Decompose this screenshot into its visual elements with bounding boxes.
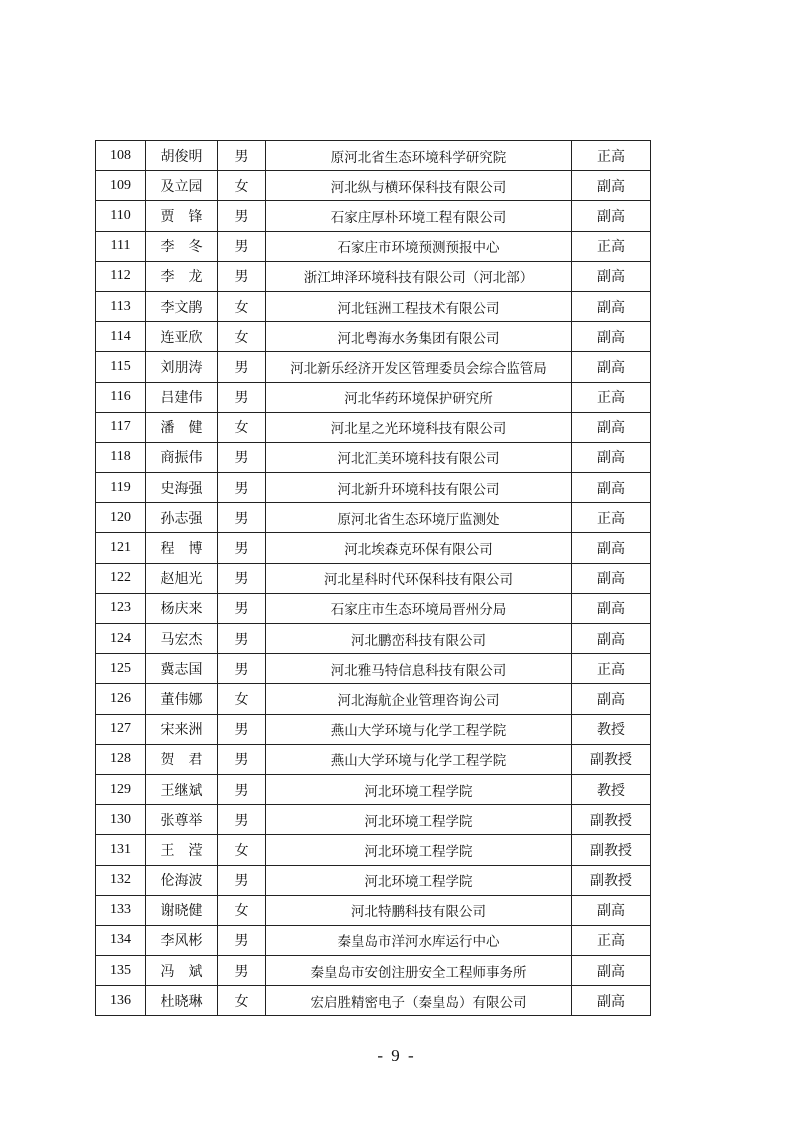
title-cell: 副高 xyxy=(572,201,651,231)
title-cell: 教授 xyxy=(572,714,651,744)
table-row xyxy=(96,382,651,412)
unit-cell: 河北环境工程学院 xyxy=(266,865,572,895)
row-number-cell: 115 xyxy=(96,352,146,382)
table-row xyxy=(96,141,651,171)
gender-cell: 女 xyxy=(218,171,266,201)
row-number-cell: 128 xyxy=(96,744,146,774)
row-number-cell: 112 xyxy=(96,261,146,291)
table-row xyxy=(96,473,651,503)
title-cell: 正高 xyxy=(572,503,651,533)
gender-cell: 女 xyxy=(218,835,266,865)
title-cell: 教授 xyxy=(572,774,651,804)
unit-cell: 河北纵与横环保科技有限公司 xyxy=(266,171,572,201)
name-cell: 赵旭光 xyxy=(146,563,218,593)
title-cell: 副高 xyxy=(572,442,651,472)
title-cell: 副教授 xyxy=(572,865,651,895)
name-cell: 商振伟 xyxy=(146,442,218,472)
unit-cell: 秦皇岛市洋河水库运行中心 xyxy=(266,925,572,955)
unit-cell: 河北星科时代环保科技有限公司 xyxy=(266,563,572,593)
unit-cell: 石家庄市环境预测预报中心 xyxy=(266,231,572,261)
gender-cell: 女 xyxy=(218,684,266,714)
title-cell: 正高 xyxy=(572,654,651,684)
gender-cell: 男 xyxy=(218,925,266,955)
name-cell: 王 滢 xyxy=(146,835,218,865)
gender-cell: 男 xyxy=(218,141,266,171)
row-number-cell: 122 xyxy=(96,563,146,593)
name-cell: 谢晓健 xyxy=(146,895,218,925)
row-number-cell: 111 xyxy=(96,231,146,261)
name-cell: 伦海波 xyxy=(146,865,218,895)
row-number-cell: 110 xyxy=(96,201,146,231)
row-number-cell: 117 xyxy=(96,412,146,442)
table-row xyxy=(96,774,651,804)
gender-cell: 男 xyxy=(218,442,266,472)
unit-cell: 河北星之光环境科技有限公司 xyxy=(266,412,572,442)
title-cell: 副高 xyxy=(572,171,651,201)
row-number-cell: 130 xyxy=(96,805,146,835)
gender-cell: 女 xyxy=(218,291,266,321)
title-cell: 副高 xyxy=(572,412,651,442)
row-number-cell: 135 xyxy=(96,956,146,986)
row-number-cell: 118 xyxy=(96,442,146,472)
row-number-cell: 134 xyxy=(96,925,146,955)
unit-cell: 原河北省生态环境科学研究院 xyxy=(266,141,572,171)
gender-cell: 男 xyxy=(218,382,266,412)
row-number-cell: 129 xyxy=(96,774,146,804)
table-row xyxy=(96,895,651,925)
table-row xyxy=(96,322,651,352)
row-number-cell: 108 xyxy=(96,141,146,171)
name-cell: 史海强 xyxy=(146,473,218,503)
name-cell: 胡俊明 xyxy=(146,141,218,171)
title-cell: 副高 xyxy=(572,291,651,321)
row-number-cell: 124 xyxy=(96,624,146,654)
unit-cell: 秦皇岛市安创注册安全工程师事务所 xyxy=(266,956,572,986)
gender-cell: 男 xyxy=(218,473,266,503)
unit-cell: 原河北省生态环境厅监测处 xyxy=(266,503,572,533)
table-row xyxy=(96,503,651,533)
gender-cell: 男 xyxy=(218,714,266,744)
gender-cell: 男 xyxy=(218,805,266,835)
gender-cell: 女 xyxy=(218,895,266,925)
title-cell: 正高 xyxy=(572,925,651,955)
table-row xyxy=(96,533,651,563)
row-number-cell: 119 xyxy=(96,473,146,503)
gender-cell: 男 xyxy=(218,593,266,623)
name-cell: 杨庆来 xyxy=(146,593,218,623)
gender-cell: 男 xyxy=(218,201,266,231)
unit-cell: 河北新升环境科技有限公司 xyxy=(266,473,572,503)
unit-cell: 浙江坤泽环境科技有限公司（河北部） xyxy=(266,261,572,291)
gender-cell: 女 xyxy=(218,322,266,352)
name-cell: 贾 锋 xyxy=(146,201,218,231)
row-number-cell: 120 xyxy=(96,503,146,533)
gender-cell: 男 xyxy=(218,352,266,382)
expert-roster-table xyxy=(95,140,651,1016)
title-cell: 副高 xyxy=(572,956,651,986)
title-cell: 副高 xyxy=(572,473,651,503)
gender-cell: 男 xyxy=(218,774,266,804)
gender-cell: 男 xyxy=(218,654,266,684)
table-row xyxy=(96,805,651,835)
unit-cell: 河北海航企业管理咨询公司 xyxy=(266,684,572,714)
unit-cell: 河北钰洲工程技术有限公司 xyxy=(266,291,572,321)
row-number-cell: 127 xyxy=(96,714,146,744)
name-cell: 孙志强 xyxy=(146,503,218,533)
row-number-cell: 109 xyxy=(96,171,146,201)
gender-cell: 男 xyxy=(218,624,266,654)
name-cell: 杜晓琳 xyxy=(146,986,218,1016)
name-cell: 董伟娜 xyxy=(146,684,218,714)
gender-cell: 男 xyxy=(218,231,266,261)
unit-cell: 河北华药环境保护研究所 xyxy=(266,382,572,412)
unit-cell: 河北雅马特信息科技有限公司 xyxy=(266,654,572,684)
unit-cell: 河北新乐经济开发区管理委员会综合监管局 xyxy=(266,352,572,382)
row-number-cell: 121 xyxy=(96,533,146,563)
row-number-cell: 123 xyxy=(96,593,146,623)
table-row xyxy=(96,563,651,593)
unit-cell: 河北汇美环境科技有限公司 xyxy=(266,442,572,472)
name-cell: 及立园 xyxy=(146,171,218,201)
table-row xyxy=(96,865,651,895)
name-cell: 李文鹃 xyxy=(146,291,218,321)
unit-cell: 宏启胜精密电子（秦皇岛）有限公司 xyxy=(266,986,572,1016)
title-cell: 副高 xyxy=(572,986,651,1016)
title-cell: 副高 xyxy=(572,624,651,654)
table-row xyxy=(96,835,651,865)
table-row xyxy=(96,291,651,321)
row-number-cell: 114 xyxy=(96,322,146,352)
unit-cell: 河北环境工程学院 xyxy=(266,774,572,804)
title-cell: 副教授 xyxy=(572,805,651,835)
name-cell: 冯 斌 xyxy=(146,956,218,986)
table-row xyxy=(96,624,651,654)
title-cell: 副教授 xyxy=(572,835,651,865)
unit-cell: 石家庄厚朴环境工程有限公司 xyxy=(266,201,572,231)
title-cell: 副高 xyxy=(572,563,651,593)
roster-table-body xyxy=(96,141,651,1016)
table-row xyxy=(96,412,651,442)
unit-cell: 河北埃森克环保有限公司 xyxy=(266,533,572,563)
name-cell: 贺 君 xyxy=(146,744,218,774)
name-cell: 刘朋涛 xyxy=(146,352,218,382)
gender-cell: 男 xyxy=(218,533,266,563)
gender-cell: 男 xyxy=(218,261,266,291)
row-number-cell: 125 xyxy=(96,654,146,684)
title-cell: 正高 xyxy=(572,382,651,412)
name-cell: 程 博 xyxy=(146,533,218,563)
row-number-cell: 136 xyxy=(96,986,146,1016)
row-number-cell: 126 xyxy=(96,684,146,714)
unit-cell: 燕山大学环境与化学工程学院 xyxy=(266,744,572,774)
row-number-cell: 132 xyxy=(96,865,146,895)
gender-cell: 女 xyxy=(218,412,266,442)
table-row xyxy=(96,684,651,714)
name-cell: 宋来洲 xyxy=(146,714,218,744)
table-row xyxy=(96,352,651,382)
name-cell: 冀志国 xyxy=(146,654,218,684)
title-cell: 副教授 xyxy=(572,744,651,774)
row-number-cell: 116 xyxy=(96,382,146,412)
gender-cell: 男 xyxy=(218,865,266,895)
gender-cell: 男 xyxy=(218,503,266,533)
table-row xyxy=(96,231,651,261)
table-row xyxy=(96,654,651,684)
table-row xyxy=(96,925,651,955)
table-row xyxy=(96,442,651,472)
name-cell: 潘 健 xyxy=(146,412,218,442)
name-cell: 李 冬 xyxy=(146,231,218,261)
name-cell: 王继斌 xyxy=(146,774,218,804)
name-cell: 张尊举 xyxy=(146,805,218,835)
row-number-cell: 133 xyxy=(96,895,146,925)
title-cell: 正高 xyxy=(572,231,651,261)
page-number: - 9 - xyxy=(377,1046,416,1065)
gender-cell: 男 xyxy=(218,563,266,593)
unit-cell: 河北特鹏科技有限公司 xyxy=(266,895,572,925)
table-row xyxy=(96,744,651,774)
name-cell: 连亚欣 xyxy=(146,322,218,352)
name-cell: 吕建伟 xyxy=(146,382,218,412)
row-number-cell: 113 xyxy=(96,291,146,321)
unit-cell: 河北鹏峦科技有限公司 xyxy=(266,624,572,654)
title-cell: 副高 xyxy=(572,593,651,623)
title-cell: 副高 xyxy=(572,261,651,291)
gender-cell: 男 xyxy=(218,956,266,986)
title-cell: 正高 xyxy=(572,141,651,171)
table-row xyxy=(96,956,651,986)
title-cell: 副高 xyxy=(572,684,651,714)
title-cell: 副高 xyxy=(572,322,651,352)
unit-cell: 石家庄市生态环境局晋州分局 xyxy=(266,593,572,623)
name-cell: 马宏杰 xyxy=(146,624,218,654)
table-row xyxy=(96,714,651,744)
unit-cell: 燕山大学环境与化学工程学院 xyxy=(266,714,572,744)
row-number-cell: 131 xyxy=(96,835,146,865)
unit-cell: 河北环境工程学院 xyxy=(266,805,572,835)
unit-cell: 河北粤海水务集团有限公司 xyxy=(266,322,572,352)
name-cell: 李 龙 xyxy=(146,261,218,291)
gender-cell: 男 xyxy=(218,744,266,774)
title-cell: 副高 xyxy=(572,895,651,925)
table-row xyxy=(96,261,651,291)
gender-cell: 女 xyxy=(218,986,266,1016)
table-row xyxy=(96,201,651,231)
table-row xyxy=(96,171,651,201)
table-row xyxy=(96,986,651,1016)
title-cell: 副高 xyxy=(572,352,651,382)
unit-cell: 河北环境工程学院 xyxy=(266,835,572,865)
title-cell: 副高 xyxy=(572,533,651,563)
table-row xyxy=(96,593,651,623)
name-cell: 李风彬 xyxy=(146,925,218,955)
